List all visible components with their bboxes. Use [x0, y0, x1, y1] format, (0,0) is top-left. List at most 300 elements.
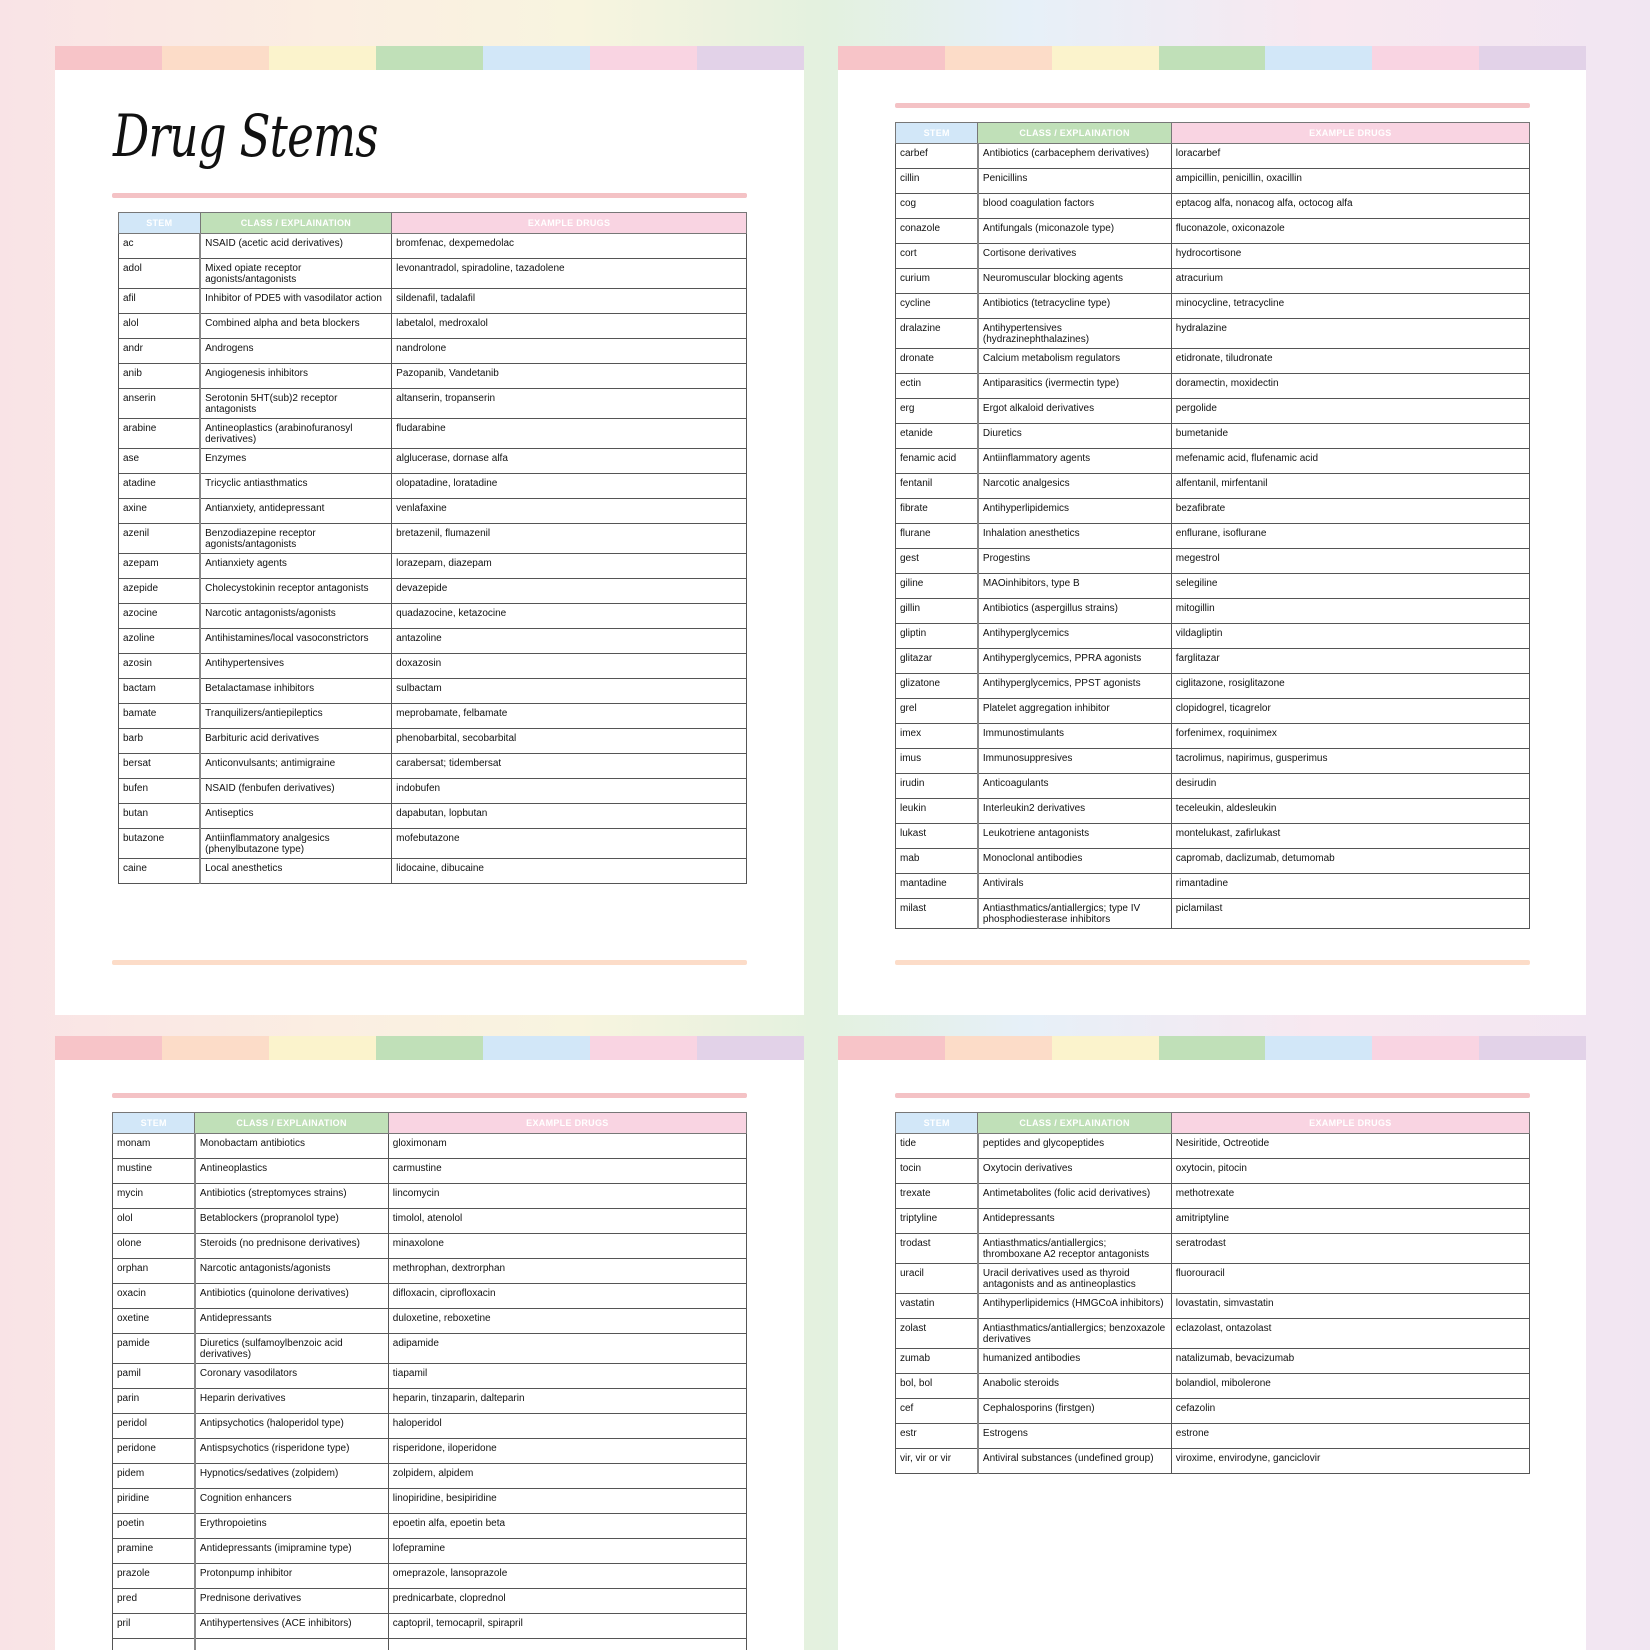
cell-class: Diuretics — [978, 424, 1171, 449]
table-row — [896, 749, 1530, 774]
strip-segment — [1479, 46, 1586, 70]
cell-class: Tricyclic antiasthmatics — [200, 474, 392, 499]
cell-examples: amitriptyline — [1171, 1209, 1529, 1234]
cell-class: Platelet aggregation inhibitor — [978, 699, 1171, 724]
cell-class: Antiasthmatics/antiallergics; benzoxazole derivatives — [978, 1319, 1171, 1349]
table-row — [896, 244, 1530, 269]
cell-examples: rimantadine — [1171, 874, 1529, 899]
top-rule — [895, 1093, 1530, 1098]
cell-stem: anserin — [119, 389, 201, 419]
table-row — [896, 294, 1530, 319]
table-row — [113, 1439, 747, 1464]
cell-stem: fentanil — [896, 474, 978, 499]
table-row — [119, 289, 747, 314]
cell-examples: megestrol — [1171, 549, 1529, 574]
cell-class: Antiviral substances (undefined group) — [978, 1449, 1171, 1474]
cell-stem: mycin — [113, 1184, 195, 1209]
table-header-row — [119, 213, 747, 234]
strip-segment — [1052, 46, 1159, 70]
cell-class: Antipsychotics (haloperidol type) — [195, 1414, 388, 1439]
cell-examples: ampicillin, penicillin, oxacillin — [1171, 169, 1529, 194]
table-row — [119, 474, 747, 499]
cell-class: Serotonin 5HT(sub)2 receptor antagonists — [200, 389, 392, 419]
cell-examples: venlafaxine — [392, 499, 747, 524]
cell-class: Protonpump inhibitor — [195, 1564, 388, 1589]
cell-stem: pred — [113, 1589, 195, 1614]
cell-examples: ciglitazone, rosiglitazone — [1171, 674, 1529, 699]
cell-examples: loracarbef — [1171, 144, 1529, 169]
table-row — [896, 899, 1530, 929]
strip-segment — [1265, 46, 1372, 70]
cell-examples: seratrodast — [1171, 1234, 1529, 1264]
table-row — [896, 1349, 1530, 1374]
cell-class: Antibiotics (aspergillus strains) — [978, 599, 1171, 624]
table-row — [896, 1449, 1530, 1474]
cell-class: Anabolic steroids — [978, 1374, 1171, 1399]
cell-class: Benzodiazepine receptor agonists/antagonists — [200, 524, 392, 554]
cell-stem: afil — [119, 289, 201, 314]
table-row — [113, 1539, 747, 1564]
table-row — [896, 674, 1530, 699]
cell-examples: lincomycin — [388, 1184, 746, 1209]
color-strip — [55, 46, 804, 70]
cell-class: Tranquilizers/antiepileptics — [200, 704, 392, 729]
table-row — [113, 1364, 747, 1389]
table-row — [119, 524, 747, 554]
cell-examples: duloxetine, reboxetine — [388, 1309, 746, 1334]
cell-examples: epoetin alfa, epoetin beta — [388, 1514, 746, 1539]
table-row — [113, 1334, 747, 1364]
cell-class: Antidepressants (imipramine type) — [195, 1539, 388, 1564]
cell-stem: olol — [113, 1209, 195, 1234]
table-row — [119, 364, 747, 389]
table-row — [113, 1234, 747, 1259]
cell-stem: barb — [119, 729, 201, 754]
cell-class: Angiogenesis inhibitors — [200, 364, 392, 389]
strip-segment — [590, 1036, 697, 1060]
cell-class: Antibiotics (streptomyces strains) — [195, 1184, 388, 1209]
table-row — [896, 474, 1530, 499]
drug-stems-table — [118, 212, 747, 884]
cell-class: NSAID (fenbufen derivatives) — [200, 779, 392, 804]
strip-segment — [1052, 1036, 1159, 1060]
cell-class: Inhalation anesthetics — [978, 524, 1171, 549]
cell-class: Antihyperglycemics, PPST agonists — [978, 674, 1171, 699]
strip-segment — [1159, 46, 1266, 70]
cell-examples: altanserin, tropanserin — [392, 389, 747, 419]
table-row — [113, 1589, 747, 1614]
top-rule — [895, 103, 1530, 108]
cell-stem: cog — [896, 194, 978, 219]
table-row — [896, 1399, 1530, 1424]
cell-class: Cholecystokinin receptor antagonists — [200, 579, 392, 604]
cell-class: Hypnotics/sedatives (zolpidem) — [195, 1464, 388, 1489]
cell-stem: azenil — [119, 524, 201, 554]
cell-stem: poetin — [113, 1514, 195, 1539]
cell-examples: heparin, tinzaparin, dalteparin — [388, 1389, 746, 1414]
table-row — [896, 424, 1530, 449]
cell-stem: milast — [896, 899, 978, 929]
cell-examples: forfenimex, roquinimex — [1171, 724, 1529, 749]
table-row — [113, 1259, 747, 1284]
cell-class: Cognition enhancers — [195, 1489, 388, 1514]
cell-stem: bersat — [119, 754, 201, 779]
cell-class: Antiseptics — [200, 804, 392, 829]
cell-class: Monoclonal antibodies — [978, 849, 1171, 874]
top-rule — [112, 1093, 747, 1098]
table-row — [113, 1514, 747, 1539]
table-row — [113, 1184, 747, 1209]
cell-examples: indobufen — [392, 779, 747, 804]
cell-class: MAOinhibitors, type B — [978, 574, 1171, 599]
cell-class: Narcotic analgesics — [978, 474, 1171, 499]
page-2 — [838, 46, 1586, 1015]
table-row — [896, 269, 1530, 294]
table-row — [119, 859, 747, 884]
strip-segment — [376, 1036, 483, 1060]
cell-class: Oxytocin derivatives — [978, 1159, 1171, 1184]
cell-examples: lidocaine, dibucaine — [392, 859, 747, 884]
cell-examples: risperidone, iloperidone — [388, 1439, 746, 1464]
cell-class: Estrogens — [978, 1424, 1171, 1449]
cell-examples: capromab, daclizumab, detumomab — [1171, 849, 1529, 874]
column-header-stem: STEM — [896, 123, 978, 144]
cell-stem: peridone — [113, 1439, 195, 1464]
cell-stem: ase — [119, 449, 201, 474]
cell-examples: pergolide — [1171, 399, 1529, 424]
cell-examples: bolandiol, mibolerone — [1171, 1374, 1529, 1399]
cell-stem: anib — [119, 364, 201, 389]
cell-stem: fenamic acid — [896, 449, 978, 474]
cell-class: Antispsychotics (risperidone type) — [195, 1439, 388, 1464]
cell-stem: pidem — [113, 1464, 195, 1489]
cell-class: Interleukin2 derivatives — [978, 799, 1171, 824]
cell-class: Antibiotics (quinolone derivatives) — [195, 1284, 388, 1309]
cell-stem: conazole — [896, 219, 978, 244]
cell-class: Antihyperglycemics, PPRA agonists — [978, 649, 1171, 674]
table-row — [896, 1134, 1530, 1159]
cell-examples: meprobamate, felbamate — [392, 704, 747, 729]
cell-class: Anticoagulants — [978, 774, 1171, 799]
cell-stem: monam — [113, 1134, 195, 1159]
cell-examples: sulbactam — [392, 679, 747, 704]
table-row — [119, 629, 747, 654]
cell-stem: olone — [113, 1234, 195, 1259]
cell-stem: azosin — [119, 654, 201, 679]
table-row — [896, 874, 1530, 899]
column-header-stem: STEM — [896, 1113, 978, 1134]
cell-examples: devazepide — [392, 579, 747, 604]
cell-stem: zumab — [896, 1349, 978, 1374]
table-row — [896, 1319, 1530, 1349]
table-row — [896, 799, 1530, 824]
column-header-examples: EXAMPLE DRUGS — [1171, 1113, 1529, 1134]
cell-examples: estrone — [1171, 1424, 1529, 1449]
cell-class: Antiparasitics (ivermectin type) — [978, 374, 1171, 399]
table-row — [119, 579, 747, 604]
cell-stem: cillin — [896, 169, 978, 194]
table-row — [896, 319, 1530, 349]
cell-examples: methotrexate — [1171, 1184, 1529, 1209]
cell-stem: andr — [119, 339, 201, 364]
cell-stem: flurane — [896, 524, 978, 549]
column-header-stem: STEM — [119, 213, 201, 234]
table-row — [896, 1374, 1530, 1399]
table-header-row — [896, 123, 1530, 144]
table-row — [113, 1209, 747, 1234]
cell-examples: fludarabine — [392, 419, 747, 449]
cell-class: Inhibitor of PDE5 with vasodilator action — [200, 289, 392, 314]
cell-examples: viroxime, envirodyne, ganciclovir — [1171, 1449, 1529, 1474]
cell-examples: captopril, temocapril, spirapril — [388, 1614, 746, 1639]
cell-examples: mitogillin — [1171, 599, 1529, 624]
column-header-examples: EXAMPLE DRUGS — [1171, 123, 1529, 144]
cell-class: Antineoplastics (arabinofuranosyl derivatives) — [200, 419, 392, 449]
drug-stems-table — [112, 1112, 747, 1650]
drug-stems-table — [895, 122, 1530, 929]
strip-segment — [1159, 1036, 1266, 1060]
cell-class: Antibiotics (tetracycline type) — [978, 294, 1171, 319]
cell-stem: cef — [896, 1399, 978, 1424]
cell-class: Antiinflammatory analgesics (phenylbutazone type) — [200, 829, 392, 859]
cell-class: Antihypertensives — [200, 654, 392, 679]
cell-class: Uracil derivatives used as thyroid antagonists and as antineoplastics — [978, 1264, 1171, 1294]
table-row — [896, 574, 1530, 599]
strip-segment — [55, 46, 162, 70]
cell-examples: doxazosin — [392, 654, 747, 679]
cell-examples: eclazolast, ontazolast — [1171, 1319, 1529, 1349]
cell-examples: farglitazar — [1171, 649, 1529, 674]
cell-stem: glitazar — [896, 649, 978, 674]
table-row — [113, 1614, 747, 1639]
cell-class: Erythropoietins — [195, 1514, 388, 1539]
cell-class: Calcium metabolism regulators — [978, 349, 1171, 374]
strip-segment — [376, 46, 483, 70]
cell-examples: bumetanide — [1171, 424, 1529, 449]
column-header-stem: STEM — [113, 1113, 195, 1134]
column-header-class: CLASS / EXPLAINATION — [200, 213, 392, 234]
table-row — [896, 1234, 1530, 1264]
page-title: Drug Stems — [113, 102, 378, 170]
table-row — [896, 624, 1530, 649]
cell-class: Immunostimulants — [978, 724, 1171, 749]
cell-examples: desirudin — [1171, 774, 1529, 799]
cell-class: blood coagulation factors — [978, 194, 1171, 219]
cell-stem: dralazine — [896, 319, 978, 349]
cell-stem: gillin — [896, 599, 978, 624]
strip-segment — [838, 1036, 945, 1060]
cell-class: Ergot alkaloid derivatives — [978, 399, 1171, 424]
cell-stem: irudin — [896, 774, 978, 799]
page-4 — [838, 1036, 1586, 1650]
cell-class: Betablockers (propranolol type) — [195, 1209, 388, 1234]
table-row — [113, 1309, 747, 1334]
cell-stem: pamil — [113, 1364, 195, 1389]
cell-examples: vildagliptin — [1171, 624, 1529, 649]
table-row — [119, 679, 747, 704]
cell-class: Antihypertensives (ACE inhibitors) — [195, 1614, 388, 1639]
table-row — [119, 754, 747, 779]
table-row — [896, 374, 1530, 399]
table-row — [896, 524, 1530, 549]
cell-stem: atadine — [119, 474, 201, 499]
cell-examples: lovastatin, simvastatin — [1171, 1294, 1529, 1319]
cell-examples: carabersat; tidembersat — [392, 754, 747, 779]
strip-segment — [162, 1036, 269, 1060]
cell-examples: enflurane, isoflurane — [1171, 524, 1529, 549]
strip-segment — [1372, 1036, 1479, 1060]
cell-examples: mofebutazone — [392, 829, 747, 859]
cell-stem: peridol — [113, 1414, 195, 1439]
table-header-row — [896, 1113, 1530, 1134]
cell-stem: trexate — [896, 1184, 978, 1209]
cell-examples: haloperidol — [388, 1414, 746, 1439]
cell-stem: uracil — [896, 1264, 978, 1294]
cell-examples — [388, 1639, 746, 1650]
table-row — [896, 849, 1530, 874]
cell-stem: mab — [896, 849, 978, 874]
cell-class: Narcotic antagonists/agonists — [195, 1259, 388, 1284]
cell-examples: prednicarbate, cloprednol — [388, 1589, 746, 1614]
table-row — [896, 399, 1530, 424]
cell-stem: estr — [896, 1424, 978, 1449]
color-strip — [838, 46, 1586, 70]
cell-stem: vir, vir or vir — [896, 1449, 978, 1474]
cell-stem: glizatone — [896, 674, 978, 699]
cell-examples: difloxacin, ciprofloxacin — [388, 1284, 746, 1309]
cell-examples: tacrolimus, napirimus, gusperimus — [1171, 749, 1529, 774]
table-row — [896, 824, 1530, 849]
cell-examples: phenobarbital, secobarbital — [392, 729, 747, 754]
cell-stem: imex — [896, 724, 978, 749]
cell-examples: etidronate, tiludronate — [1171, 349, 1529, 374]
cell-examples: alglucerase, dornase alfa — [392, 449, 747, 474]
cell-class: Mixed opiate receptor agonists/antagonists — [200, 259, 392, 289]
cell-stem: pamide — [113, 1334, 195, 1364]
cell-stem: fibrate — [896, 499, 978, 524]
table-row — [113, 1284, 747, 1309]
strip-segment — [55, 1036, 162, 1060]
table-row — [896, 219, 1530, 244]
cell-stem: alol — [119, 314, 201, 339]
cell-class: Narcotic antagonists/agonists — [200, 604, 392, 629]
table-row — [896, 1294, 1530, 1319]
table-row — [896, 1424, 1530, 1449]
cell-stem: giline — [896, 574, 978, 599]
cell-stem: orphan — [113, 1259, 195, 1284]
cell-examples: minaxolone — [388, 1234, 746, 1259]
cell-stem: cort — [896, 244, 978, 269]
table-row — [896, 449, 1530, 474]
column-header-class: CLASS / EXPLAINATION — [978, 123, 1171, 144]
table-row — [119, 499, 747, 524]
cell-stem: tide — [896, 1134, 978, 1159]
cell-stem: mustine — [113, 1159, 195, 1184]
color-strip — [838, 1036, 1586, 1060]
cell-examples: alfentanil, mirfentanil — [1171, 474, 1529, 499]
table-row — [119, 389, 747, 419]
cell-examples: Pazopanib, Vandetanib — [392, 364, 747, 389]
strip-segment — [1479, 1036, 1586, 1060]
cell-class: Antidepressants — [195, 1309, 388, 1334]
cell-examples: nandrolone — [392, 339, 747, 364]
table-row — [896, 499, 1530, 524]
cell-class: Antidepressants — [978, 1209, 1171, 1234]
page-3 — [55, 1036, 804, 1650]
cell-class: Progestins — [978, 549, 1171, 574]
strip-segment — [1265, 1036, 1372, 1060]
table-row — [113, 1134, 747, 1159]
cell-examples: carmustine — [388, 1159, 746, 1184]
cell-examples: bezafibrate — [1171, 499, 1529, 524]
drug-stems-table — [895, 1112, 1530, 1474]
cell-stem: ectin — [896, 374, 978, 399]
cell-stem: azepide — [119, 579, 201, 604]
table-row — [119, 604, 747, 629]
cell-examples: selegiline — [1171, 574, 1529, 599]
cell-stem: curium — [896, 269, 978, 294]
cell-class: peptides and glycopeptides — [978, 1134, 1171, 1159]
cell-stem: piridine — [113, 1489, 195, 1514]
cell-examples: labetalol, medroxalol — [392, 314, 747, 339]
table-row — [119, 449, 747, 474]
table-row — [896, 194, 1530, 219]
cell-examples: mefenamic acid, flufenamic acid — [1171, 449, 1529, 474]
table-row — [896, 144, 1530, 169]
table-header-row — [113, 1113, 747, 1134]
cell-class: Antivirals — [978, 874, 1171, 899]
strip-segment — [945, 46, 1052, 70]
cell-examples: doramectin, moxidectin — [1171, 374, 1529, 399]
table-row — [896, 699, 1530, 724]
cell-examples: timolol, atenolol — [388, 1209, 746, 1234]
column-header-examples: EXAMPLE DRUGS — [392, 213, 747, 234]
cell-stem: erg — [896, 399, 978, 424]
cell-class: Antifungals (miconazole type) — [978, 219, 1171, 244]
cell-examples: bromfenac, dexpemedolac — [392, 234, 747, 259]
cell-stem: etanide — [896, 424, 978, 449]
cell-stem: pramine — [113, 1539, 195, 1564]
cell-class: Betalactamase inhibitors — [200, 679, 392, 704]
cell-stem: trodast — [896, 1234, 978, 1264]
table-row — [119, 704, 747, 729]
cell-stem: arabine — [119, 419, 201, 449]
table-row — [896, 724, 1530, 749]
cell-class: Barbituric acid derivatives — [200, 729, 392, 754]
cell-examples: zolpidem, alpidem — [388, 1464, 746, 1489]
table-row — [896, 649, 1530, 674]
cell-examples: dapabutan, lopbutan — [392, 804, 747, 829]
cell-examples: oxytocin, pitocin — [1171, 1159, 1529, 1184]
table-row — [119, 554, 747, 579]
cell-examples: levonantradol, spiradoline, tazadolene — [392, 259, 747, 289]
table-row — [113, 1464, 747, 1489]
cell-stem: bamate — [119, 704, 201, 729]
strip-segment — [697, 46, 804, 70]
table-row — [113, 1564, 747, 1589]
cell-examples: methrophan, dextrorphan — [388, 1259, 746, 1284]
cell-examples: cefazolin — [1171, 1399, 1529, 1424]
cell-examples: montelukast, zafirlukast — [1171, 824, 1529, 849]
cell-class: Cephalosporins (firstgen) — [978, 1399, 1171, 1424]
cell-class: Antiasthmatics/antiallergics; thromboxane A2 receptor antagonists — [978, 1234, 1171, 1264]
cell-examples: bretazenil, flumazenil — [392, 524, 747, 554]
table-row — [113, 1639, 747, 1650]
cell-class: Antihypertensives (hydrazinephthalazines) — [978, 319, 1171, 349]
top-rule — [112, 193, 747, 198]
cell-examples: omeprazole, lansoprazole — [388, 1564, 746, 1589]
cell-class: NSAID (acetic acid derivatives) — [200, 234, 392, 259]
